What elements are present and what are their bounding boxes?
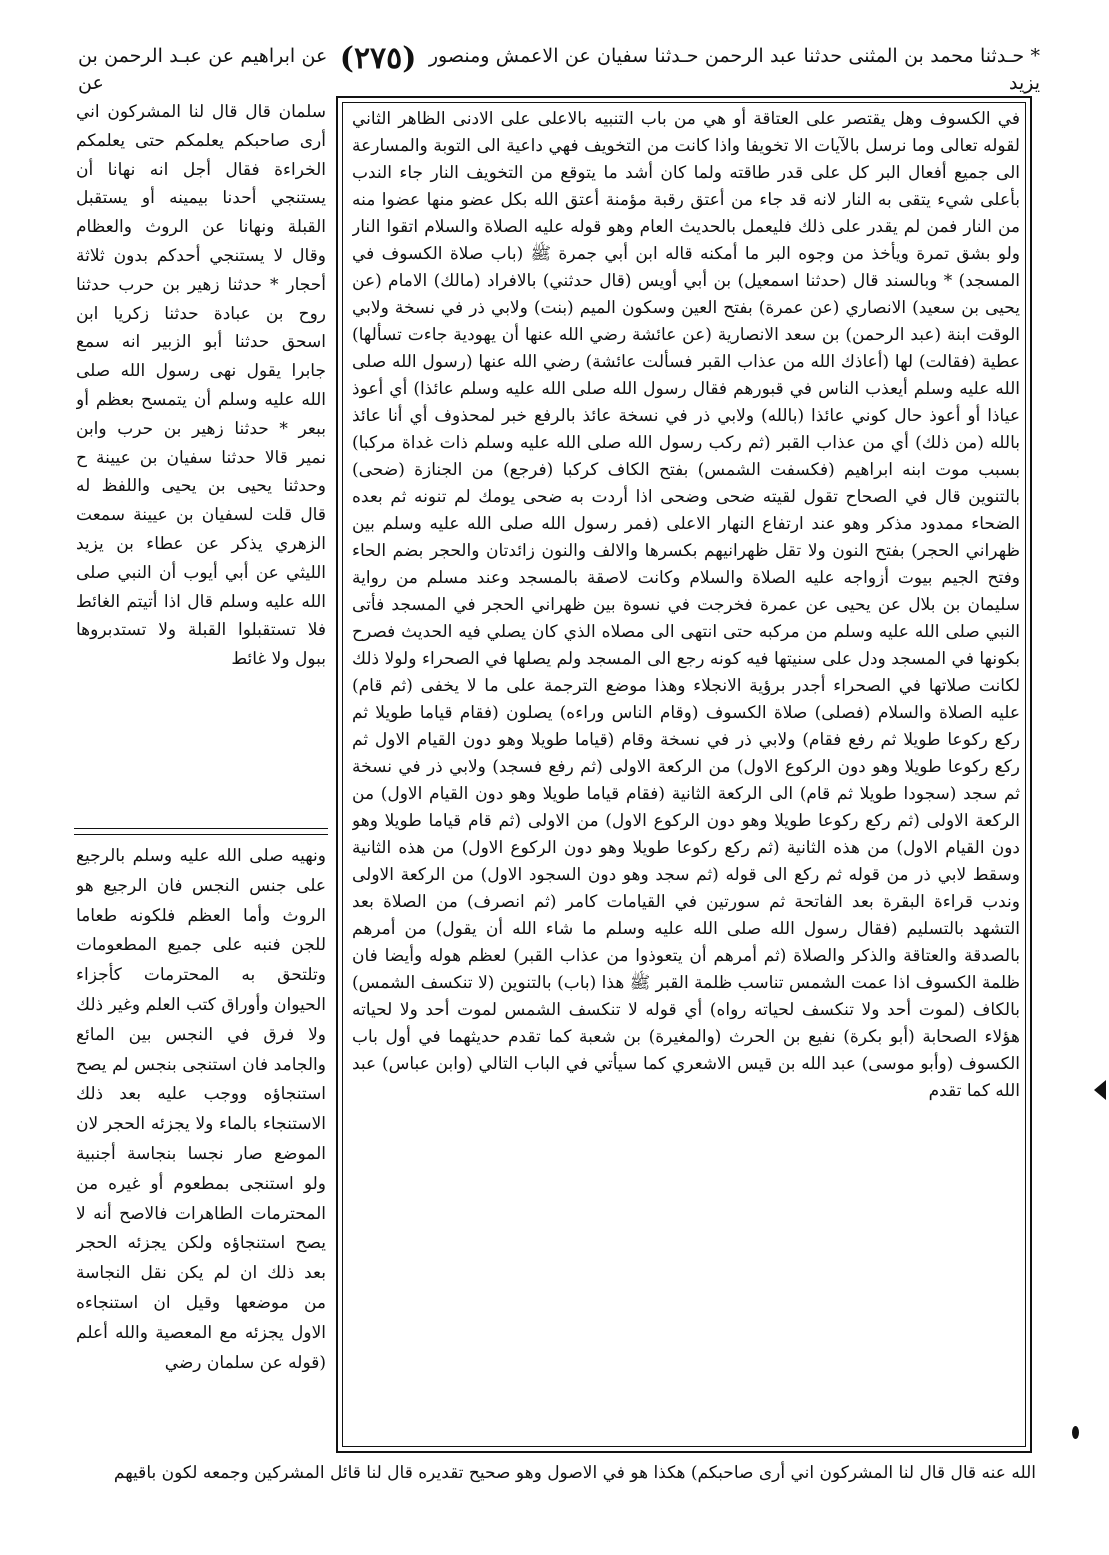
scan-edge-arrow-icon bbox=[1094, 1080, 1106, 1100]
header-suffix: عن ابراهيم عن عبـد الرحمن بن يزيد عن bbox=[78, 45, 1040, 94]
hadith-text-column: سلمان قال قال لنا المشركون اني أرى صاحبكم يعلمكم حتى يعلمكم الخراءة فقال أجل انه نهانا أن يستنجي أحدنا بيمينه أو يستقبل القبلة ونهانا عن الروث والعظام وقال لا يستنجي أحدكم بدون ثلاثة أحجار * حدثنا زهير بن حرب حدثنا روح بن عبادة حدثنا زكريا ابن اسحق حدثنا أبو الزبير انه سمع جابرا يقول نهى رسول الله صلى الله عليه وسلم أن يتمسح بعظم أو ببعر * حدثنا زهير بن حرب وابن نمير قالا حدثنا سفيان بن عيينة ح وحدثنا يحيى بن يحيى واللفظ له قال قلت لسفيان بن عيينة سمعت الزهري يذكر عن عطاء بن يزيد الليثي عن أبي أيوب أن النبي صلى الله عليه وسلم قال اذا أتيتم الغائط فلا تستقبلوا القبلة ولا تستدبروها ببول ولا غائط bbox=[76, 102, 326, 670]
column-divider bbox=[74, 828, 328, 835]
footer-continuation: الله عنه قال قال لنا المشركون اني أرى صاحبكم) هكذا هو في الاصول وهو صحيح تقديره قال لنا قائل المشركين وجمعه لكون باقيهم bbox=[113, 1463, 1036, 1483]
commentary-text: في الكسوف وهل يقتصر على العتاقة أو هي من باب التنبيه بالاعلى على الادنى الظاهر الثاني لقوله تعالى وما نرسل بالآيات الا تخويفا واذا كانت من التخويف فهي داعية الى التوبة والمسارعة الى جميع أفعال البر كل على قدر طاقته ولما كان أشد ما يتوقع من التخويف النار جاء الندب بأعلى شيء يتقى به النار لانه قد جاء من أعتق رقبة مؤمنة أعتق الله بكل عضو منها عضوا منه من النار فمن لم يقدر على ذلك فليعمل بالحديث العام وهو قوله عليه الصلاة والسلام اتقوا النار ولو بشق تمرة ويأخذ من وجوه البر ما أمكنه قاله ابن أبي جمرة ﷺ (باب صلاة الكسوف في المسجد) * وبالسند قال (حدثنا اسمعيل) بن أبي أويس (قال حدثني) بالافراد (مالك) الامام (عن يحيى بن سعيد) الانصاري (عن عمرة) بفتح العين وسكون الميم (بنت) ولابي ذر في نسخة ولابي الوقت ابنة (عبد الرحمن) بن سعد الانصارية (عن عائشة رضي الله عنها أن يهودية جاءت تسألها) عطية (فقالت) لها (أعاذك الله من عذاب القبر فسألت عائشة) رضي الله عنها (رسول الله صلى الله عليه وسلم أيعذب الناس في قبورهم فقال رسول الله صلى الله عليه وسلم عائذا) أي أعوذ عياذا أو أعوذ حال كوني عائذا (بالله) ولابي ذر في نسخة عائذ بالرفع خبر لمحذوف أي أنا عائذ بالله (من ذلك) أي من عذاب القبر (ثم ركب رسول الله صلى الله عليه وسلم ذات غداة مركبا) بسبب موت ابنه ابراهيم (فكسفت الشمس) بفتح الكاف كركبا (فرجع) من الجنازة (ضحى) بالتنوين قال في الصحاح تقول لقيته ضحى وضحى اذا أردت به ضحى يومك لم تنونه ثم بعده الضحاء ممدود مذكر وهو عند ارتفاع النهار الاعلى (فمر رسول الله صلى الله عليه وسلم بين ظهراني الحجر) بفتح النون ولا تقل ظهرانيهم بكسرها والالف والنون زائدتان والحجر بضم الحاء وفتح الجيم بيوت أزواجه عليه الصلاة والسلام وكانت لاصقة بالمسجد وعند مسلم من رواية سليمان بن بلال عن يحيى عن عمرة فخرجت في نسوة بين ظهراني الحجر في المسجد فأتى النبي صلى الله عليه وسلم من مركبه حتى انتهى الى مصلاه الذي كان يصلي فيه الحديث فصرح بكونها في المسجد ودل على سنيتها فيه كونه رجع الى المسجد ولم يصلها في الصحراء ولولا ذلك لكانت صلاتها في الصحراء أجدر برؤية الانجلاء وهذا موضع الترجمة على ما لا يخفى (ثم قام) عليه الصلاة والسلام (فصلى) صلاة الكسوف (وقام الناس وراءه) يصلون (فقام قياما طويلا ثم ركع ركوعا طويلا ثم رفع فقام) ولابي ذر في نسخة وقام (قياما طويلا وهو دون القيام الاول ثم ركع ركوعا طويلا وهو دون الركوع الاول) من الركعة الاولى (ثم رفع فسجد) ولابي ذر في نسخة ثم سجد (سجودا طويلا ثم قام) الى الركعة الثانية (فقام قياما طويلا وهو دون القيام الاول) من الركعة الاولى (ثم ركع ركوعا طويلا وهو دون الركوع الاول) من الاولى (ثم قام قياما طويلا وهو دون القيام الاول) من هذه الثانية (ثم ركع ركوعا طويلا وهو دون الركوع الاول) من هذه الثانية وسقط لابي ذر من قوله ثم ركع الى قوله (ثم سجد وهو دون السجود الاول) من الركعة الاولى وندب قراءة البقرة بعد الفاتحة ثم سورتين في القيامات كامر (ثم انصرف) من الصلاة بعد التشهد بالتسليم (فقال رسول الله صلى الله عليه وسلم ما شاء الله أن يقول) من أمرهم بالصدقة والعتاقة والذكر والصلاة (ثم أمرهم أن يتعوذوا من عذاب القبر) لعظم هوله وأيضا فان ظلمة الكسوف اذا عمت الشمس تناسب ظلمة القبر ﷺ هذا (باب) بالتنوين (لا تنكسف الشمس) بالكاف (لموت أحد ولا تنكسف لحياته رواه) أي قوله لا تنكسف الشمس لموت أحد ولا لحياته هؤلاء الصحابة (أبو بكرة) نفيع بن الحرث (والمغيرة) بن شعبة كما تقدم حديثهما في أول باب الكسوف (وأبو موسى) عبد الله بن قيس الاشعري كما سيأتي في الباب التالي (وابن عباس) عبد الله كما تقدم bbox=[352, 109, 1020, 1101]
scan-mark-dot bbox=[1072, 1426, 1079, 1439]
nawawi-commentary-column: ونهيه صلى الله عليه وسلم بالرجيع على جنس النجس فان الرجيع هو الروث وأما العظم فلكونه طعاما للجن فنبه على جميع المطعومات وتلتحق به المحترمات كأجزاء الحيوان وأوراق كتب العلم وغير ذلك ولا فرق في النجس بين المائع والجامد فان استنجى بنجس لم يصح استنجاؤه ووجب عليه بعد ذلك الاستنجاء بالماء ولا يجزئه الحجر لان الموضع صار نجسا بنجاسة أجنبية ولو استنجى بمطعوم أو غيره من المحترمات الطاهرات فالاصح أنه لا يصح استنجاؤه ولكن يجزئه الحجر بعد ذلك ان لم يكن نقل النجاسة من موضعها وقيل ان استنجاءه الاول يجزئه مع المعصية والله أعلم (قوله عن سلمان رضي bbox=[76, 846, 326, 1373]
page-header bbox=[78, 41, 1040, 96]
header-prefix: * حـدثنا محمد بن المثنى حدثنا عبد الرحمن حـدثنا سفيان عن الاعمش ومنصور bbox=[428, 45, 1040, 67]
page-number: (٢٧٥) bbox=[339, 41, 417, 76]
